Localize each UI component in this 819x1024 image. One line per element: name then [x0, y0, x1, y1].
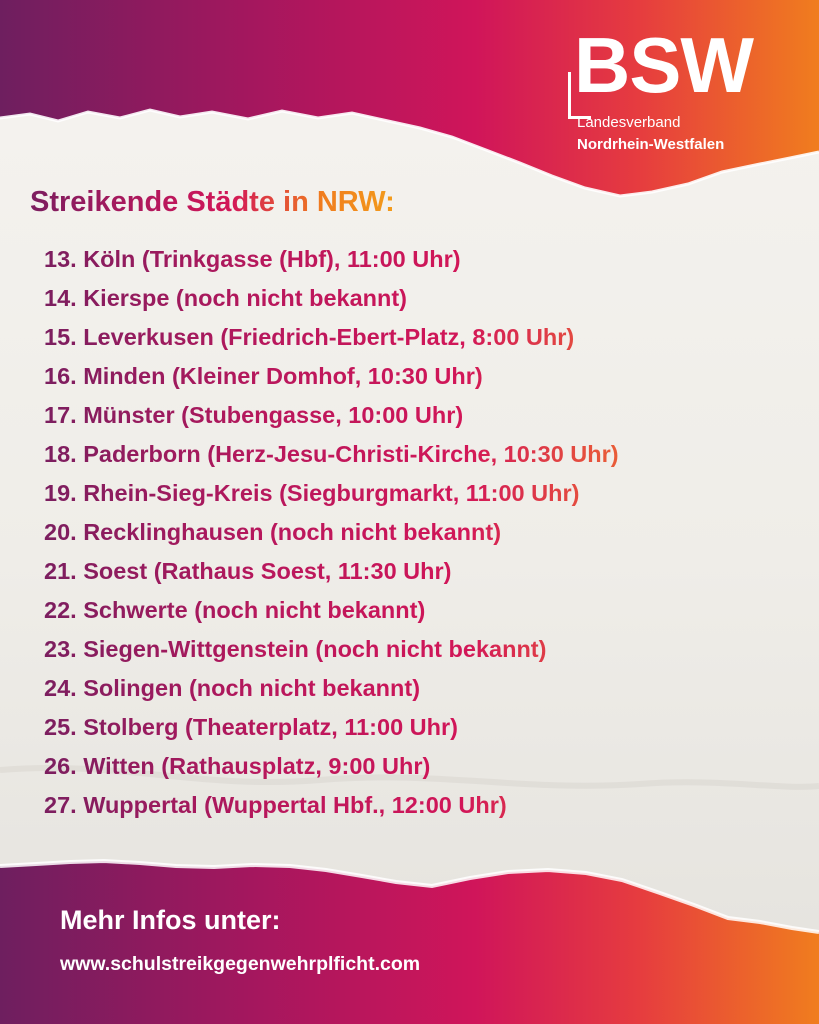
bsw-logo — [574, 22, 774, 162]
city-list-item: 22. Schwerte (noch nicht bekannt) — [44, 591, 619, 630]
city-list-item: 20. Recklinghausen (noch nicht bekannt) — [44, 513, 619, 552]
city-list-item: 13. Köln (Trinkgasse (Hbf), 11:00 Uhr) — [44, 240, 619, 279]
website-url: www.schulstreikgegenwehrplficht.com — [60, 953, 421, 975]
city-list-item: 19. Rhein-Sieg-Kreis (Siegburgmarkt, 11:00 Uhr) — [44, 474, 619, 513]
page-title: Streikende Städte in NRW: — [30, 186, 395, 218]
city-list-item: 23. Siegen-Wittgenstein (noch nicht bekannt) — [44, 630, 619, 669]
city-list-item: 26. Witten (Rathausplatz, 9:00 Uhr) — [44, 747, 619, 786]
city-list — [44, 240, 619, 825]
logo-wordmark: BSW — [574, 21, 753, 109]
city-list-item: 27. Wuppertal (Wuppertal Hbf., 12:00 Uhr) — [44, 786, 619, 825]
city-list-item: 14. Kierspe (noch nicht bekannt) — [44, 279, 619, 318]
logo-association-label: Landesverband — [577, 114, 681, 131]
city-list-item: 21. Soest (Rathaus Soest, 11:30 Uhr) — [44, 552, 619, 591]
city-list-item: 17. Münster (Stubengasse, 10:00 Uhr) — [44, 396, 619, 435]
city-list-item: 16. Minden (Kleiner Domhof, 10:30 Uhr) — [44, 357, 619, 396]
city-list-item: 18. Paderborn (Herz-Jesu-Christi-Kirche, 10:30 Uhr) — [44, 435, 619, 474]
more-info-label: Mehr Infos unter: — [60, 905, 281, 935]
city-list-item: 25. Stolberg (Theaterplatz, 11:00 Uhr) — [44, 708, 619, 747]
city-list-item: 24. Solingen (noch nicht bekannt) — [44, 669, 619, 708]
logo-region-label: Nordrhein-Westfalen — [577, 136, 725, 153]
city-list-item: 15. Leverkusen (Friedrich-Ebert-Platz, 8:00 Uhr) — [44, 318, 619, 357]
